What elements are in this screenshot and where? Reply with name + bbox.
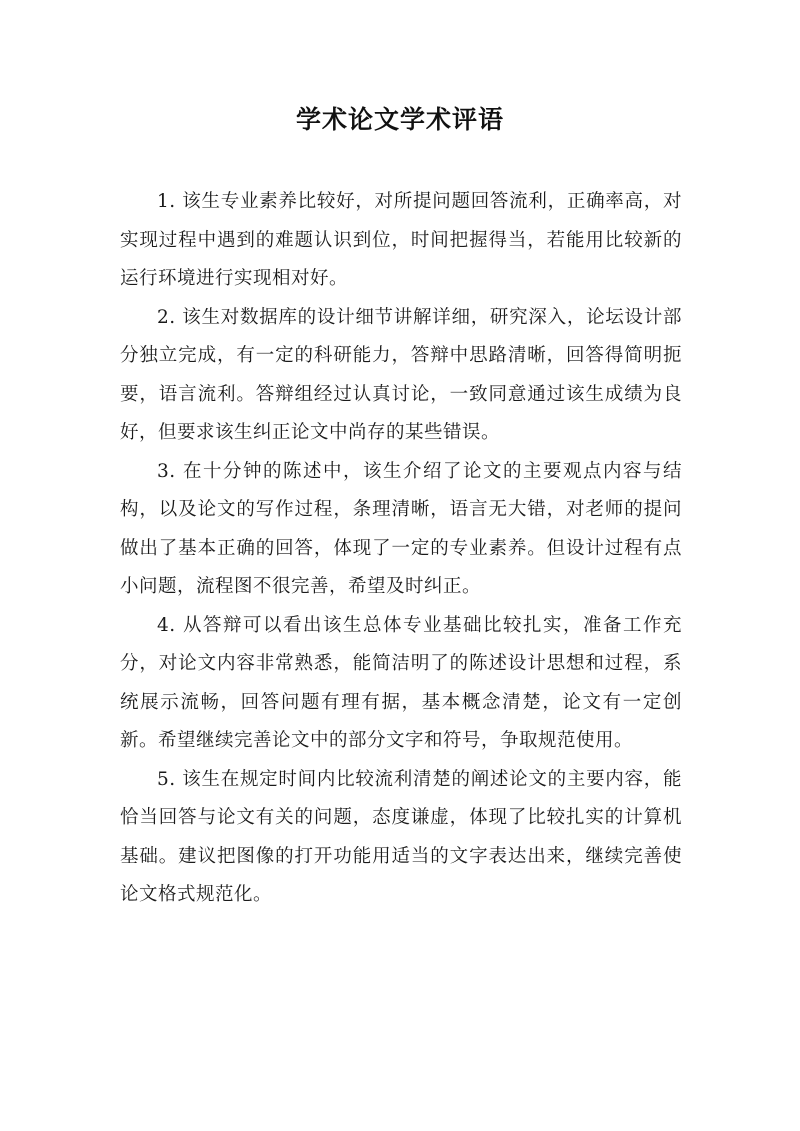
- comment-paragraph-1: 1. 该生专业素养比较好，对所提问题回答流利，正确率高，对实现过程中遇到的难题认识到位，时间把握得当，若能用比较新的运行环境进行实现相对好。: [120, 191, 682, 289]
- document-body: [120, 183, 682, 915]
- document-title: 学术论文学术评语: [295, 105, 504, 134]
- comment-paragraph-2: 2. 该生对数据库的设计细节讲解详细，研究深入，论坛设计部分独立完成，有一定的科研能力，答辩中思路清晰，回答得简明扼要，语言流利。答辩组经过认真讨论，一致同意通过该生成绩为良好，但要求该生纠正论文中尚存的某些错误。: [120, 306, 682, 443]
- comment-paragraph-3: 3. 在十分钟的陈述中，该生介绍了论文的主要观点内容与结构，以及论文的写作过程，条理清晰，语言无大错，对老师的提问做出了基本正确的回答，体现了一定的专业素养。但设计过程有点小问题，流程图不很完善，希望及时纠正。: [120, 460, 682, 597]
- comment-paragraph-5: 5. 该生在规定时间内比较流利清楚的阐述论文的主要内容，能恰当回答与论文有关的问题，态度谦虚，体现了比较扎实的计算机基础。建议把图像的打开功能用适当的文字表达出来，继续完善使论文格式规范化。: [120, 768, 682, 905]
- comment-paragraph-4: 4. 从答辩可以看出该生总体专业基础比较扎实，准备工作充分，对论文内容非常熟悉，能简洁明了的陈述设计思想和过程，系统展示流畅，回答问题有理有据，基本概念清楚，论文有一定创新。希望继续完善论文中的部分文字和符号，争取规范使用。: [120, 614, 682, 751]
